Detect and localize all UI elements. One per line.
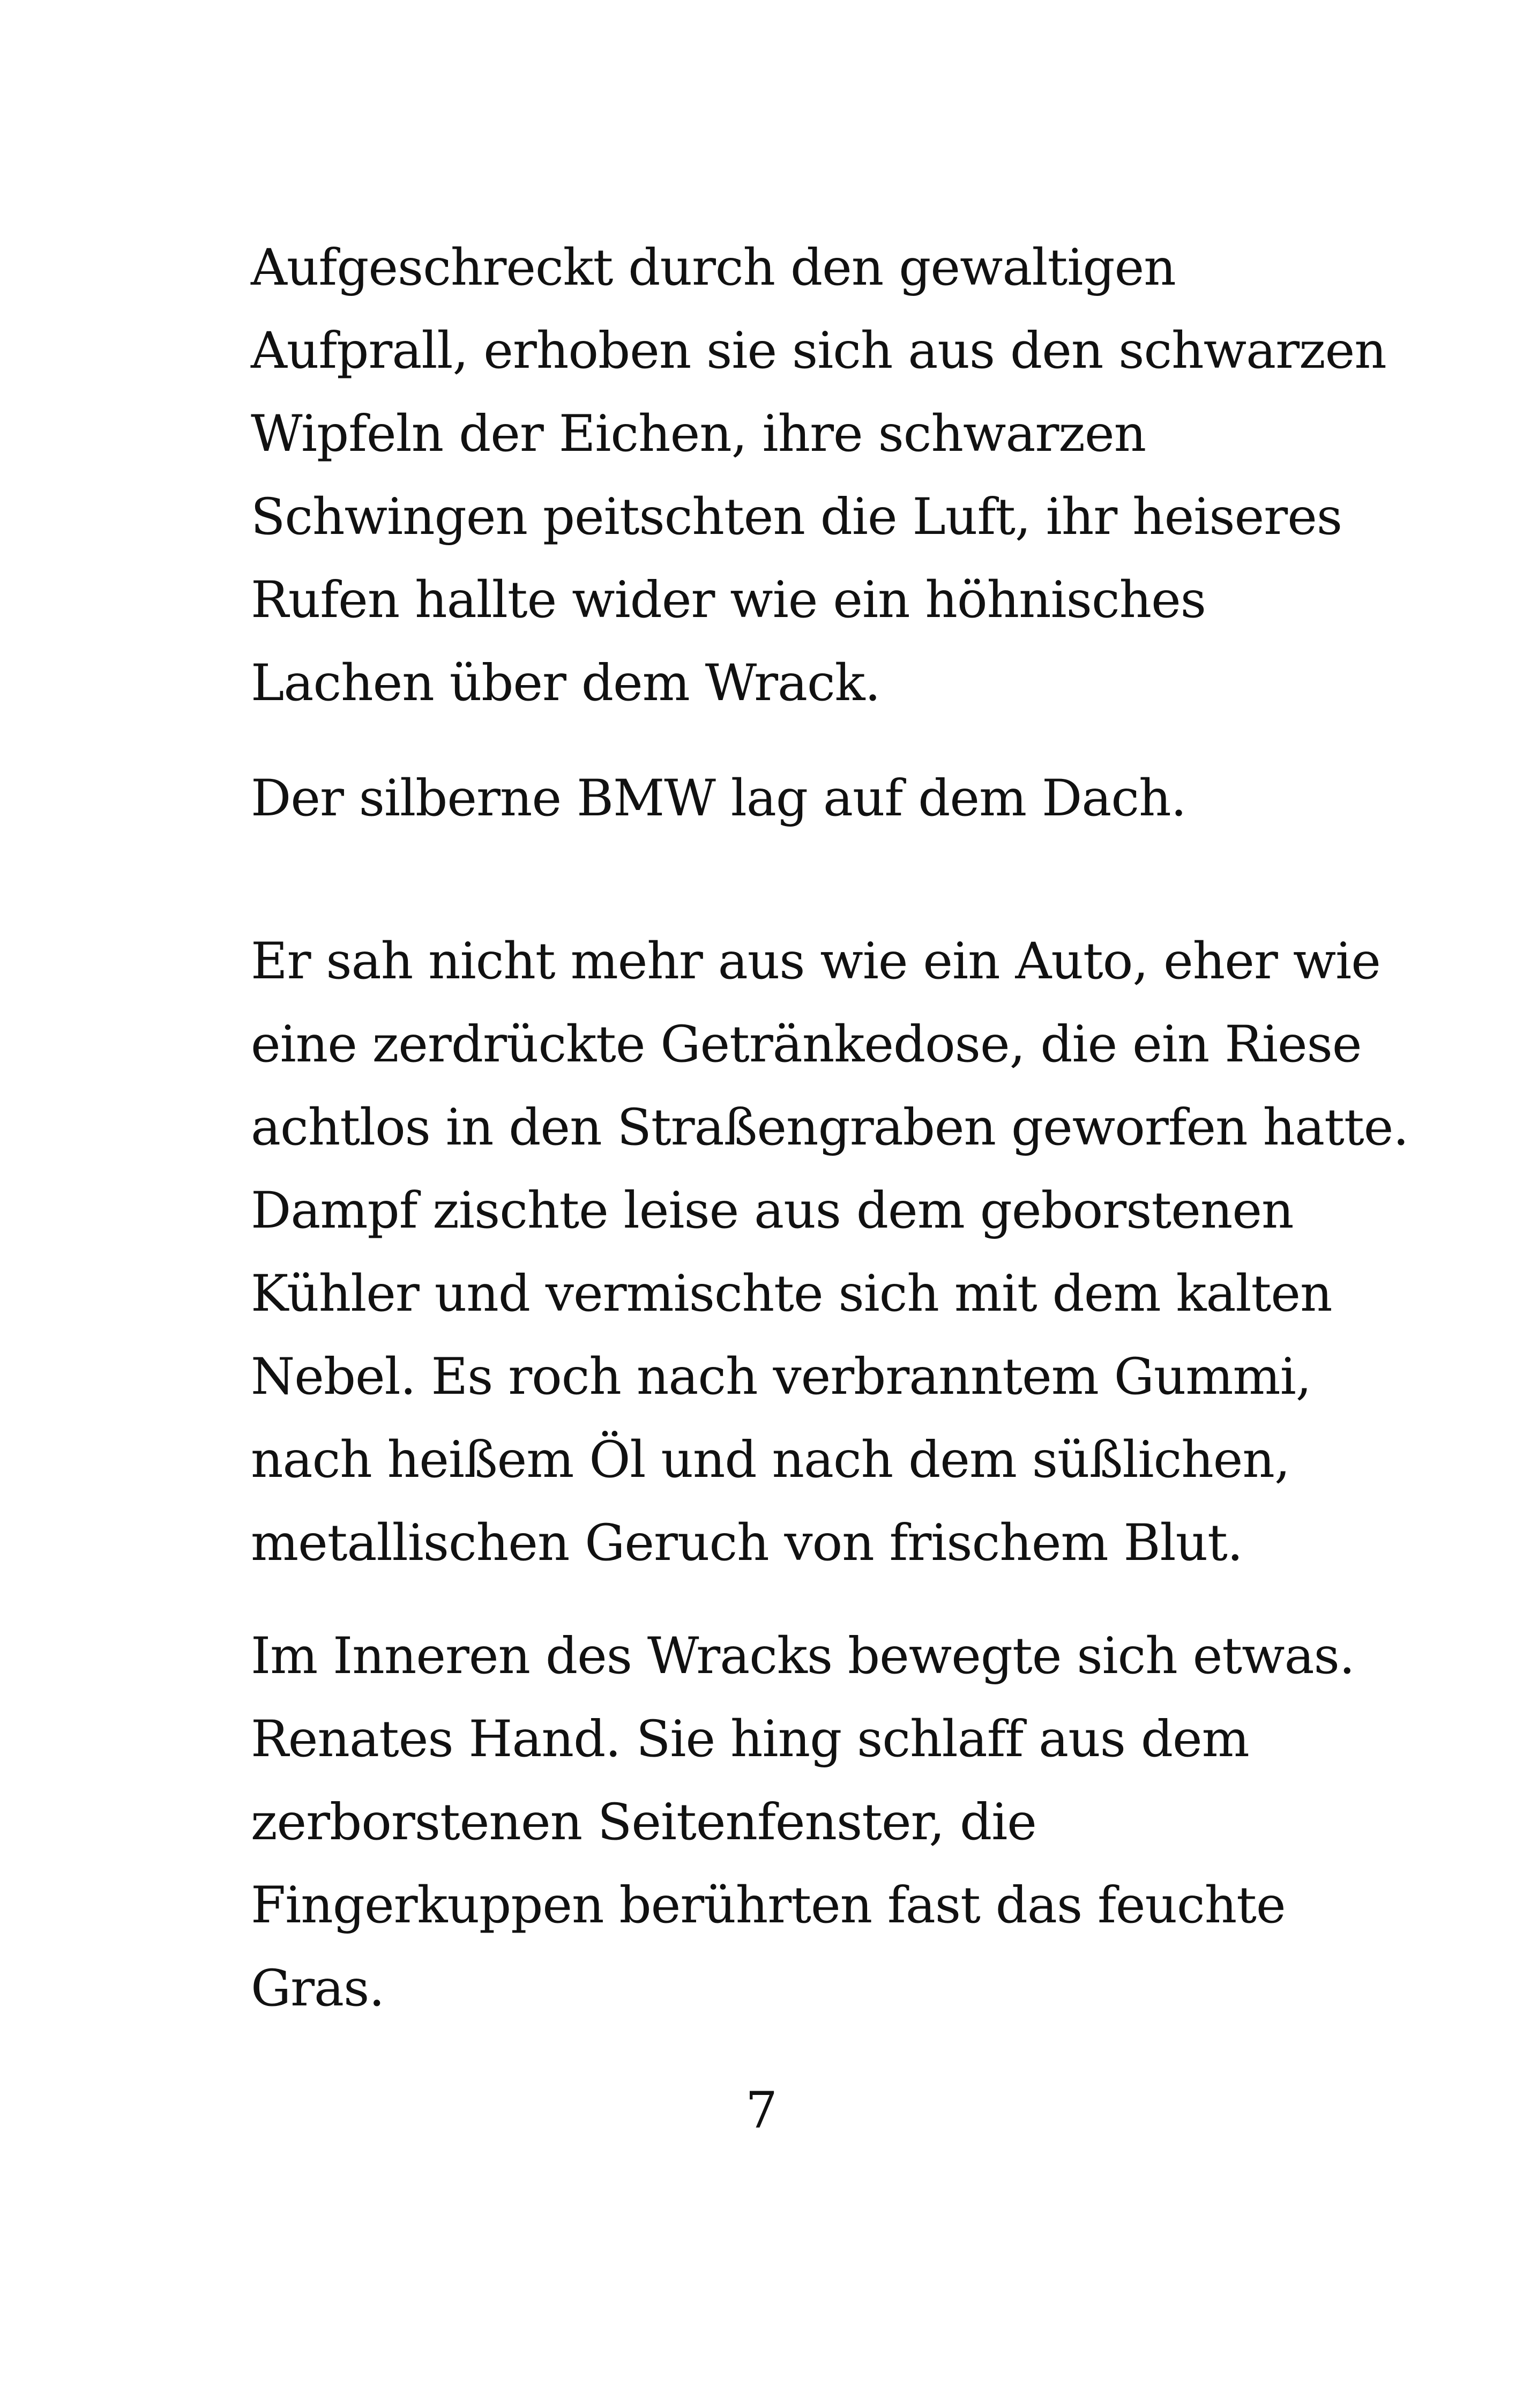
text-line: Gras. <box>251 1959 385 2018</box>
text-line: metallischen Geruch von frischem Blut. <box>251 1514 1243 1572</box>
paragraph-2 <box>251 757 1355 840</box>
text-line: Fingerkuppen berührten fast das feuchte <box>251 1876 1286 1935</box>
page-number: 7 <box>745 2082 778 2140</box>
text-line: Lachen über dem Wrack. <box>251 654 880 712</box>
text-line: Rufen hallte wider wie ein höhnisches <box>251 571 1206 629</box>
paragraph-4 <box>251 1615 1355 2030</box>
text-line: Der silberne BMW lag auf dem Dach. <box>251 769 1186 828</box>
text-line: Schwingen peitschten die Luft, ihr heiseres <box>251 488 1342 546</box>
text-line: Aufprall, erhoben sie sich aus den schwarzen <box>251 322 1386 380</box>
text-line: zerborstenen Seitenfenster, die <box>251 1793 1036 1852</box>
paragraph-1 <box>251 226 1386 725</box>
text-line: eine zerdrückte Getränkedose, die ein Riese <box>251 1015 1362 1074</box>
text-line: Dampf zischte leise aus dem geborstenen <box>251 1181 1294 1240</box>
text-line: Kühler und vermischte sich mit dem kalten <box>251 1265 1332 1323</box>
text-line: Wipfeln der Eichen, ihre schwarzen <box>251 405 1146 463</box>
text-line: Im Inneren des Wracks bewegte sich etwas. <box>251 1627 1355 1685</box>
text-line: achtlos in den Straßengraben geworfen hatte. <box>251 1098 1409 1157</box>
text-line: Renates Hand. Sie hing schlaff aus dem <box>251 1710 1249 1768</box>
text-line: Er sah nicht mehr aus wie ein Auto, eher wie <box>251 932 1380 991</box>
text-line: nach heißem Öl und nach dem süßlichen, <box>251 1431 1290 1489</box>
text-line: Nebel. Es roch nach verbranntem Gummi, <box>251 1348 1311 1406</box>
text-line: Aufgeschreckt durch den gewaltigen <box>251 239 1176 297</box>
paragraph-3 <box>251 920 1409 1585</box>
